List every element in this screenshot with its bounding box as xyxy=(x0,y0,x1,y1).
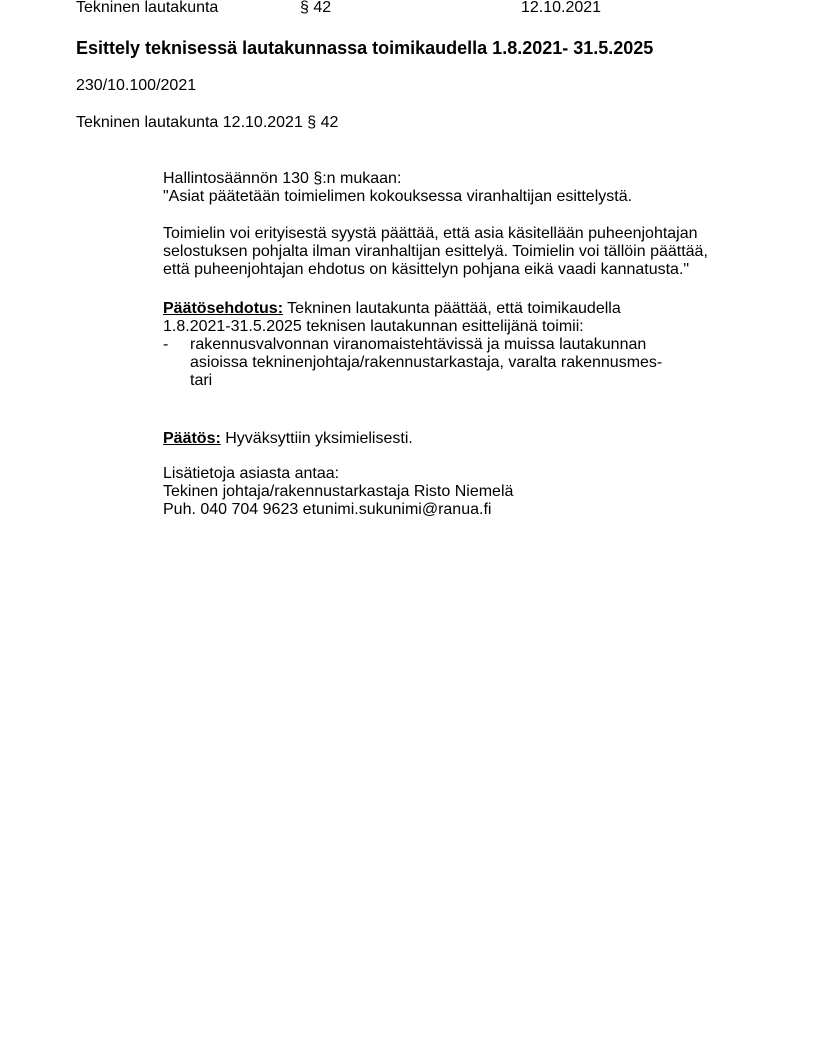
header-date: 12.10.2021 xyxy=(521,0,602,16)
rule-quote-1: "Asiat päätetään toimielimen kokouksessa viranhaltijan esittelystä. xyxy=(163,188,633,205)
proposal-label: Päätösehdotus: xyxy=(163,300,284,317)
header-board-name: Tekninen lautakunta xyxy=(76,0,219,16)
rule-quote-2 xyxy=(163,225,708,279)
proposal-line-2: 1.8.2021-31.5.2025 teknisen lautakunnan esittelijänä toimii: xyxy=(163,318,584,335)
decision-block xyxy=(163,430,413,448)
bullet-line: rakennusvalvonnan viranomaistehtävissä ja muissa lautakunnan xyxy=(190,336,647,353)
bullet-line: tari xyxy=(190,372,213,389)
presenter-list-item xyxy=(163,336,662,390)
rule-quote-2-line: selostuksen pohjalta ilman viranhaltijan esittelyä. Toimielin voi tällöin päättää, xyxy=(163,243,708,260)
contact-block xyxy=(163,465,513,519)
header-section-number: § 42 xyxy=(300,0,332,16)
meeting-reference: Tekninen lautakunta 12.10.2021 § 42 xyxy=(76,114,339,131)
rule-quote-2-line: Toimielin voi erityisestä syystä päättää, että asia käsitellään puheenjohtajan xyxy=(163,225,698,242)
decision-text: Hyväksyttiin yksimielisesti. xyxy=(220,430,413,447)
rule-block xyxy=(163,170,632,206)
bullet-text xyxy=(190,336,662,390)
rule-quote-2-line: että puheenjohtajan ehdotus on käsittelyn pohjana eikä vaadi kannatusta." xyxy=(163,261,690,278)
proposal-line-1 xyxy=(163,300,662,318)
proposal-text: Tekninen lautakunta päättää, että toimikaudella xyxy=(283,300,621,317)
bullet-dash: - xyxy=(163,336,169,353)
decision-line xyxy=(163,430,413,448)
proposal-block xyxy=(163,300,662,390)
document-title: Esittely teknisessä lautakunnassa toimikaudella 1.8.2021- 31.5.2025 xyxy=(76,38,654,58)
rule-intro: Hallintosäännön 130 §:n mukaan: xyxy=(163,170,402,187)
record-id: 230/10.100/2021 xyxy=(76,77,197,94)
contact-intro: Lisätietoja asiasta antaa: xyxy=(163,465,340,482)
contact-phone-email: Puh. 040 704 9623 etunimi.sukunimi@ranua.fi xyxy=(163,501,492,518)
bullet-line: asioissa tekninenjohtaja/rakennustarkastaja, varalta rakennusmes- xyxy=(190,354,663,371)
contact-name: Tekinen johtaja/rakennustarkastaja Risto Niemelä xyxy=(163,483,514,500)
decision-label: Päätös: xyxy=(163,430,221,447)
